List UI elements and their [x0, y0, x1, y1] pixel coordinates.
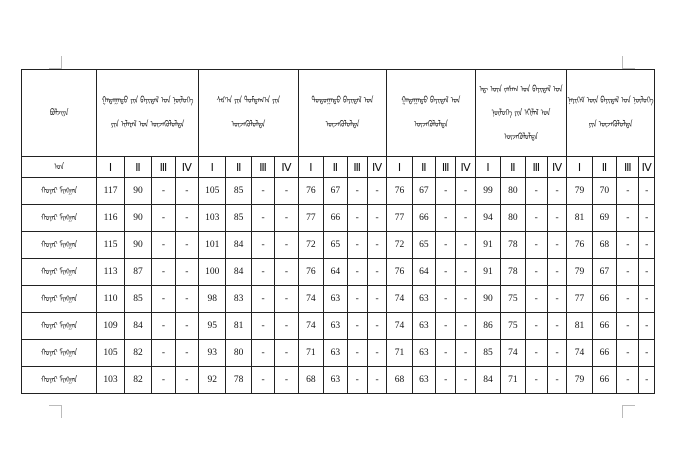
table-cell: 103: [199, 205, 226, 232]
table-cell: 74: [298, 313, 323, 340]
table-cell: -: [436, 367, 456, 394]
table-cell: 95: [199, 313, 226, 340]
table-cell: 68: [387, 367, 412, 394]
table-cell: 110: [97, 286, 124, 313]
table-cell: 63: [324, 286, 347, 313]
crop-mark-bottom-left: [49, 405, 62, 418]
table-cell: 79: [567, 178, 592, 205]
table-cell: -: [275, 367, 298, 394]
table-cell: -: [617, 205, 639, 232]
table-cell: 85: [226, 205, 251, 232]
table-cell: 74: [567, 340, 592, 367]
table-cell: 78: [501, 259, 525, 286]
table-cell: 81: [226, 313, 251, 340]
table-cell: -: [456, 259, 475, 286]
table-cell: -: [251, 340, 274, 367]
table-cell: -: [456, 286, 475, 313]
table-cell: 103: [97, 367, 124, 394]
table-cell: 99: [475, 178, 500, 205]
table-cell: -: [347, 340, 367, 367]
table-cell: 76: [298, 259, 323, 286]
table-cell: 64: [324, 259, 347, 286]
table-cell: -: [436, 178, 456, 205]
table-cell: 72: [387, 232, 412, 259]
table-cell: 90: [124, 205, 151, 232]
table-cell: -: [456, 340, 475, 367]
table-cell: -: [525, 286, 547, 313]
table-cell: 74: [298, 286, 323, 313]
table-cell: -: [367, 286, 386, 313]
header-row: [22, 70, 655, 157]
table-cell: 76: [567, 232, 592, 259]
table-cell: -: [617, 313, 639, 340]
table-cell: 72: [298, 232, 323, 259]
table-cell: 85: [124, 286, 151, 313]
quarter-header-cell: Ⅰ: [387, 157, 412, 178]
table-cell: 69: [592, 205, 616, 232]
table-cell: 71: [387, 340, 412, 367]
table-cell: 75: [501, 313, 525, 340]
table-cell: 74: [387, 286, 412, 313]
table-cell: -: [639, 313, 655, 340]
table-cell: 91: [475, 259, 500, 286]
table-cell: -: [275, 286, 298, 313]
table-cell: -: [347, 259, 367, 286]
table-cell: 63: [412, 313, 435, 340]
table-cell: 87: [124, 259, 151, 286]
quarter-header-row: [22, 157, 655, 178]
table-cell: -: [175, 259, 198, 286]
table-cell: -: [547, 178, 566, 205]
table-cell: 78: [501, 232, 525, 259]
table-cell: 80: [226, 340, 251, 367]
table-cell: 81: [567, 313, 592, 340]
quarter-header-cell: Ⅳ: [275, 157, 298, 178]
row-label: ᠬᠣᠶᠠᠷ ᠮᠢᠩᠭᠠᠨ: [22, 178, 97, 205]
table-cell: 90: [124, 232, 151, 259]
table-cell: 77: [298, 205, 323, 232]
header-group-4: ᠭᠠᠳᠠᠭᠠᠳᠤ ᠪᠠᠶᠢᠳᠠᠯ ᠤᠨ ᠦᠵᠡᠭᠦᠯᠦᠯᠲᠡ: [387, 70, 476, 157]
table-cell: 84: [475, 367, 500, 394]
quarter-header-cell: Ⅱ: [592, 157, 616, 178]
table-cell: -: [152, 313, 175, 340]
table-cell: -: [547, 286, 566, 313]
table-cell: -: [175, 286, 198, 313]
table-cell: -: [367, 178, 386, 205]
table-cell: 117: [97, 178, 124, 205]
table-cell: 63: [412, 340, 435, 367]
table-cell: -: [525, 313, 547, 340]
table-cell: 63: [412, 286, 435, 313]
table-cell: -: [367, 205, 386, 232]
table-cell: -: [175, 232, 198, 259]
table-cell: -: [251, 313, 274, 340]
table-cell: 66: [592, 286, 616, 313]
table-cell: -: [639, 259, 655, 286]
table-cell: 63: [324, 340, 347, 367]
table-cell: -: [152, 178, 175, 205]
table-cell: 64: [412, 259, 435, 286]
table-cell: -: [275, 340, 298, 367]
quarter-header-cell: Ⅱ: [226, 157, 251, 178]
table-cell: -: [251, 205, 274, 232]
table-cell: 74: [501, 340, 525, 367]
quarter-header-cell: Ⅲ: [525, 157, 547, 178]
table-cell: 71: [501, 367, 525, 394]
table-cell: 67: [412, 178, 435, 205]
table-cell: -: [152, 232, 175, 259]
table-cell: 66: [412, 205, 435, 232]
table-cell: 90: [475, 286, 500, 313]
table-cell: 68: [298, 367, 323, 394]
quarter-header-cell: Ⅰ: [298, 157, 323, 178]
table-cell: 84: [124, 313, 151, 340]
table-cell: -: [639, 286, 655, 313]
row-label: ᠬᠣᠶᠠᠷ ᠮᠢᠩᠭᠠᠨ: [22, 232, 97, 259]
table-cell: -: [525, 340, 547, 367]
table-cell: -: [547, 259, 566, 286]
header-group-6: ᠨᠡᠶᠢᠭᠡᠮ ᠦᠨ ᠪᠠᠶᠢᠳᠠᠯ ᠤᠨ ᠨᠥᠯᠦᠭᠡ ᠶᠢᠨ ᠦᠵᠡᠭᠦᠯᠦᠯᠲᠡ: [567, 70, 655, 157]
table-cell: -: [456, 232, 475, 259]
table-cell: 82: [124, 367, 151, 394]
sub-label: ᠣᠨ: [22, 157, 97, 178]
table-cell: 100: [199, 259, 226, 286]
table-row: [22, 367, 655, 394]
table-cell: -: [639, 232, 655, 259]
table-row: [22, 232, 655, 259]
table-cell: 85: [475, 340, 500, 367]
table-cell: 75: [501, 286, 525, 313]
table-cell: 66: [592, 367, 616, 394]
table-cell: 80: [501, 205, 525, 232]
crop-mark-top-right: [622, 56, 635, 69]
table-cell: -: [436, 232, 456, 259]
table-cell: 63: [324, 367, 347, 394]
header-group-1: ᠭᠠᠳᠠᠭᠠᠳᠤ ᠶᠢᠨ ᠪᠠᠶᠢᠳᠠᠯ ᠤᠨ ᠨᠦᠯᠦᠭᠡ ᠶᠢᠨ ᠢᠯᠡᠷᠡᠯ ᠤᠨ ᠦᠵᠡᠭᠦᠯᠦᠯᠲᠡ: [97, 70, 199, 157]
table-cell: -: [347, 286, 367, 313]
row-label: ᠬᠣᠶᠠᠷ ᠮᠢᠩᠭᠠᠨ: [22, 259, 97, 286]
table-row: [22, 178, 655, 205]
table-cell: 82: [124, 340, 151, 367]
table-cell: 79: [567, 259, 592, 286]
table-cell: 78: [226, 367, 251, 394]
header-first-col: ᠪᠣᠯᠵᠢᠶᠠ: [22, 70, 97, 157]
table-cell: 77: [567, 286, 592, 313]
table-cell: 116: [97, 205, 124, 232]
table-cell: -: [525, 205, 547, 232]
table-cell: 94: [475, 205, 500, 232]
table-cell: 90: [124, 178, 151, 205]
table-cell: -: [367, 367, 386, 394]
table-cell: 79: [567, 367, 592, 394]
table-cell: 93: [199, 340, 226, 367]
table-cell: 63: [324, 313, 347, 340]
table-cell: -: [617, 232, 639, 259]
table-cell: -: [367, 340, 386, 367]
table-cell: -: [152, 286, 175, 313]
table-cell: -: [456, 367, 475, 394]
table-cell: -: [639, 205, 655, 232]
quarter-header-cell: Ⅲ: [251, 157, 274, 178]
row-label: ᠬᠣᠶᠠᠷ ᠮᠢᠩᠭᠠᠨ: [22, 205, 97, 232]
quarter-header-cell: Ⅰ: [199, 157, 226, 178]
table-cell: -: [617, 286, 639, 313]
table-cell: -: [436, 286, 456, 313]
table-cell: -: [639, 367, 655, 394]
table-cell: -: [547, 205, 566, 232]
row-label: ᠬᠣᠶᠠᠷ ᠮᠢᠩᠭᠠᠨ: [22, 340, 97, 367]
table-cell: 113: [97, 259, 124, 286]
table-cell: -: [347, 313, 367, 340]
quarter-header-cell: Ⅳ: [456, 157, 475, 178]
table-cell: -: [525, 178, 547, 205]
table-cell: 63: [412, 367, 435, 394]
table-cell: -: [547, 367, 566, 394]
table-row: [22, 205, 655, 232]
table-cell: 98: [199, 286, 226, 313]
table-cell: -: [175, 367, 198, 394]
table-cell: 71: [298, 340, 323, 367]
table-cell: -: [525, 259, 547, 286]
header-group-2: ᠰᠠᠷ᠎ᠠ ᠶᠢᠨ ᠳᠤᠮᠳᠠᠭ᠎ᠠ ᠶᠢᠨ ᠦᠵᠡᠭᠦᠯᠦᠯᠲᠡ: [199, 70, 299, 157]
table-cell: 115: [97, 232, 124, 259]
header-group-5: ᠡᠳ᠋ ᠦᠨ ᠵᠠᠰᠠᠭ ᠤᠨ ᠪᠠᠶᠢᠳᠠᠯ ᠤᠨ ᠨᠥᠯᠦᠭᠡ ᠶᠢᠨ ᠡᠬᠢᠯᠡᠯ ᠤᠨ ᠦᠵᠡᠭᠦᠯᠦᠯᠲᠡ: [475, 70, 567, 157]
table-cell: 83: [226, 286, 251, 313]
table-cell: -: [152, 340, 175, 367]
table-cell: -: [347, 367, 367, 394]
table-cell: 109: [97, 313, 124, 340]
table-cell: -: [617, 259, 639, 286]
quarter-header-cell: Ⅳ: [547, 157, 566, 178]
data-table: [21, 69, 655, 394]
table-cell: -: [275, 259, 298, 286]
table-cell: -: [617, 340, 639, 367]
table-cell: 85: [226, 178, 251, 205]
table-cell: -: [347, 178, 367, 205]
table-cell: -: [251, 232, 274, 259]
table-cell: -: [639, 178, 655, 205]
table-cell: -: [367, 232, 386, 259]
table-cell: -: [251, 286, 274, 313]
quarter-header-cell: Ⅰ: [475, 157, 500, 178]
table-cell: -: [175, 178, 198, 205]
quarter-header-cell: Ⅱ: [124, 157, 151, 178]
table-cell: -: [456, 178, 475, 205]
table-cell: -: [456, 205, 475, 232]
row-label: ᠬᠣᠶᠠᠷ ᠮᠢᠩᠭᠠᠨ: [22, 313, 97, 340]
table-cell: -: [436, 340, 456, 367]
quarter-header-cell: Ⅲ: [617, 157, 639, 178]
table-cell: -: [617, 367, 639, 394]
table-cell: -: [456, 313, 475, 340]
table-cell: 70: [592, 178, 616, 205]
table-cell: 67: [324, 178, 347, 205]
table-cell: 105: [199, 178, 226, 205]
row-label: ᠬᠣᠶᠠᠷ ᠮᠢᠩᠭᠠᠨ: [22, 367, 97, 394]
table-cell: 81: [567, 205, 592, 232]
table-cell: -: [275, 205, 298, 232]
quarter-header-cell: Ⅱ: [501, 157, 525, 178]
table-cell: 76: [298, 178, 323, 205]
table-cell: -: [152, 205, 175, 232]
table-cell: 105: [97, 340, 124, 367]
table-cell: 68: [592, 232, 616, 259]
table-cell: -: [617, 178, 639, 205]
table-cell: 92: [199, 367, 226, 394]
quarter-header-cell: Ⅲ: [436, 157, 456, 178]
quarter-header-cell: Ⅰ: [97, 157, 124, 178]
table-cell: -: [251, 367, 274, 394]
table-cell: 77: [387, 205, 412, 232]
table-cell: 67: [592, 259, 616, 286]
table-cell: 65: [412, 232, 435, 259]
table-cell: -: [347, 232, 367, 259]
table-row: [22, 340, 655, 367]
table-cell: 65: [324, 232, 347, 259]
quarter-header-cell: Ⅳ: [367, 157, 386, 178]
table-cell: -: [175, 340, 198, 367]
table-cell: -: [275, 178, 298, 205]
table-cell: 76: [387, 259, 412, 286]
quarter-header-cell: Ⅲ: [152, 157, 175, 178]
table-cell: 84: [226, 232, 251, 259]
table-row: [22, 313, 655, 340]
table-cell: -: [367, 259, 386, 286]
table-cell: -: [367, 313, 386, 340]
table-cell: 66: [592, 313, 616, 340]
table-cell: -: [175, 205, 198, 232]
table-cell: 66: [592, 340, 616, 367]
table-cell: 76: [387, 178, 412, 205]
table-cell: -: [275, 232, 298, 259]
quarter-header-cell: Ⅳ: [639, 157, 655, 178]
table-cell: -: [436, 313, 456, 340]
table-cell: -: [347, 205, 367, 232]
table-cell: -: [436, 205, 456, 232]
table-cell: 80: [501, 178, 525, 205]
table-cell: -: [547, 340, 566, 367]
crop-mark-bottom-right: [622, 405, 635, 418]
table-cell: -: [152, 259, 175, 286]
table-cell: 66: [324, 205, 347, 232]
table-cell: -: [275, 313, 298, 340]
quarter-header-cell: Ⅳ: [175, 157, 198, 178]
table-cell: -: [525, 232, 547, 259]
table-cell: -: [547, 313, 566, 340]
table-cell: 86: [475, 313, 500, 340]
quarter-header-cell: Ⅱ: [324, 157, 347, 178]
header-group-3: ᠳᠣᠲᠣᠭᠠᠳᠤ ᠪᠠᠶᠢᠳᠠᠯ ᠤᠨ ᠦᠵᠡᠭᠦᠯᠦᠯᠲᠡ: [298, 70, 387, 157]
table-cell: -: [152, 367, 175, 394]
table-cell: 74: [387, 313, 412, 340]
table-cell: -: [175, 313, 198, 340]
crop-mark-top-left: [49, 56, 62, 69]
table-cell: -: [251, 259, 274, 286]
table-cell: 91: [475, 232, 500, 259]
table-row: [22, 259, 655, 286]
table-cell: -: [251, 178, 274, 205]
table-cell: -: [525, 367, 547, 394]
quarter-header-cell: Ⅱ: [412, 157, 435, 178]
table-cell: 84: [226, 259, 251, 286]
quarter-header-cell: Ⅰ: [567, 157, 592, 178]
row-label: ᠬᠣᠶᠠᠷ ᠮᠢᠩᠭᠠᠨ: [22, 286, 97, 313]
table-cell: -: [547, 232, 566, 259]
quarter-header-cell: Ⅲ: [347, 157, 367, 178]
table-cell: -: [639, 340, 655, 367]
table-row: [22, 286, 655, 313]
table-cell: 101: [199, 232, 226, 259]
table-cell: -: [436, 259, 456, 286]
